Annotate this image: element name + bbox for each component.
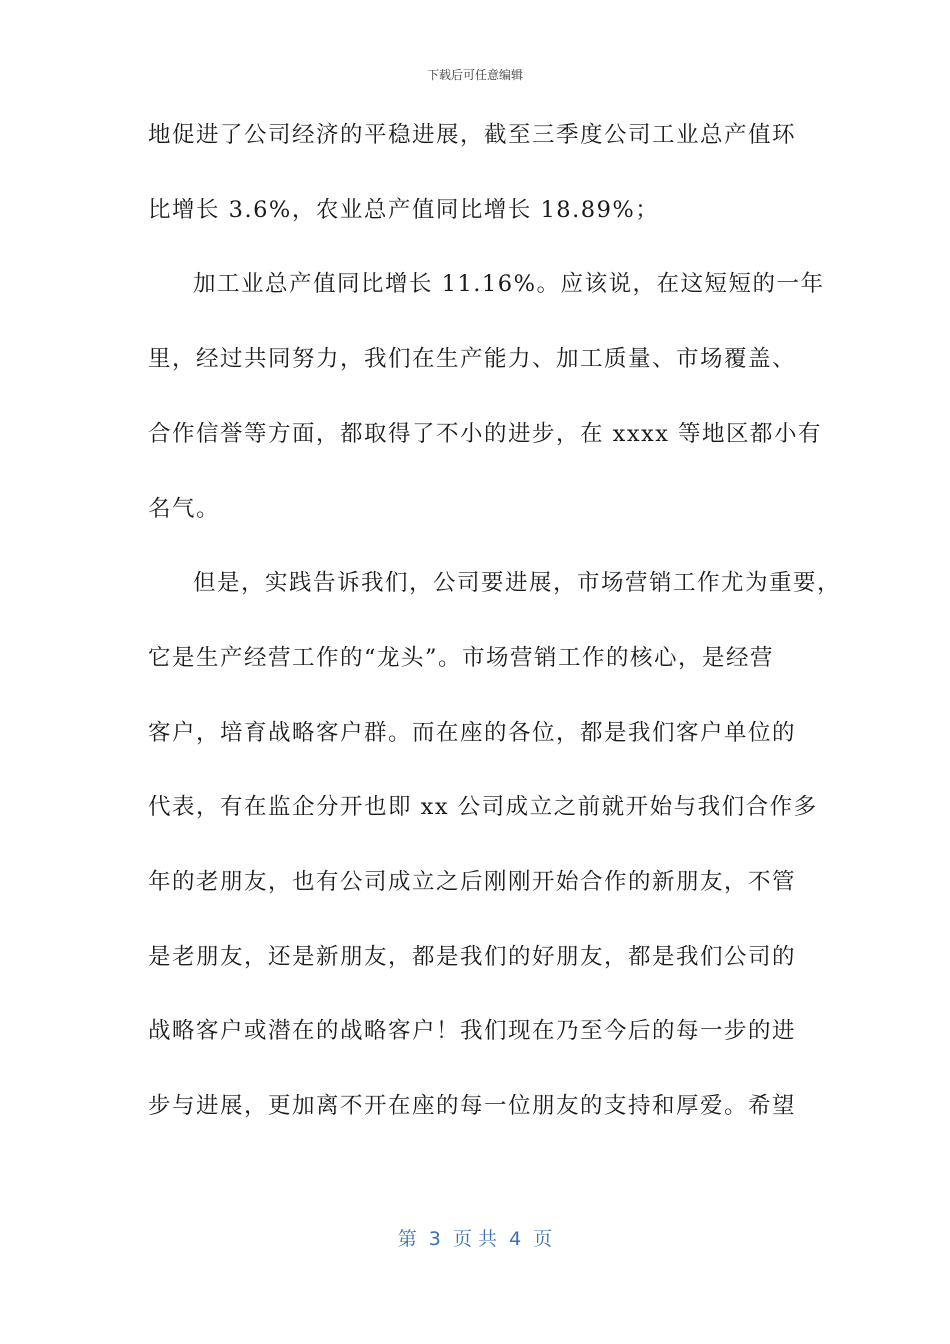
text-line: 战略客户或潜在的战略客户！我们现在乃至今后的每一步的进 xyxy=(148,1018,797,1045)
text-line: 地促进了公司经济的平稳进展，截至三季度公司工业总产值环 xyxy=(148,122,797,148)
text-line: 它是生产经营工作的“龙头”。市场营销工作的核心，是经营 xyxy=(148,644,775,671)
text-line: 比增长 3.6%，农业总产值同比增长 18.89%； xyxy=(148,196,660,223)
text-line: 年的老朋友，也有公司成立之后刚刚开始合作的新朋友，不管 xyxy=(148,869,797,895)
text-line: 合作信誉等方面，都取得了不小的进步，在 xxxx 等地区都小有 xyxy=(148,420,823,447)
text-line: 步与进展，更加离不开在座的每一位朋友的支持和厚爱。希望 xyxy=(148,1093,797,1120)
text-line: 里，经过共同努力，我们在生产能力、加工质量、市场覆盖、 xyxy=(148,346,797,373)
text-line: 客户，培育战略客户群。而在座的各位，都是我们客户单位的 xyxy=(148,719,797,746)
text-line: 名气。 xyxy=(148,495,221,522)
text-line: 代表，有在监企分开也即 xx 公司成立之前就开始与我们合作多 xyxy=(148,794,818,821)
text-line: 加工业总产值同比增长 11.16%。应该说，在这短短的一年 xyxy=(193,271,825,298)
text-line: 但是，实践告诉我们，公司要进展，市场营销工作尤为重要， xyxy=(193,570,842,597)
text-line: 是老朋友，还是新朋友，都是我们的好朋友，都是我们公司的 xyxy=(148,943,797,970)
page-number-footer: 第 3 页 共 4 页 xyxy=(397,1228,553,1250)
header-note: 下载后可任意编辑 xyxy=(426,68,523,82)
